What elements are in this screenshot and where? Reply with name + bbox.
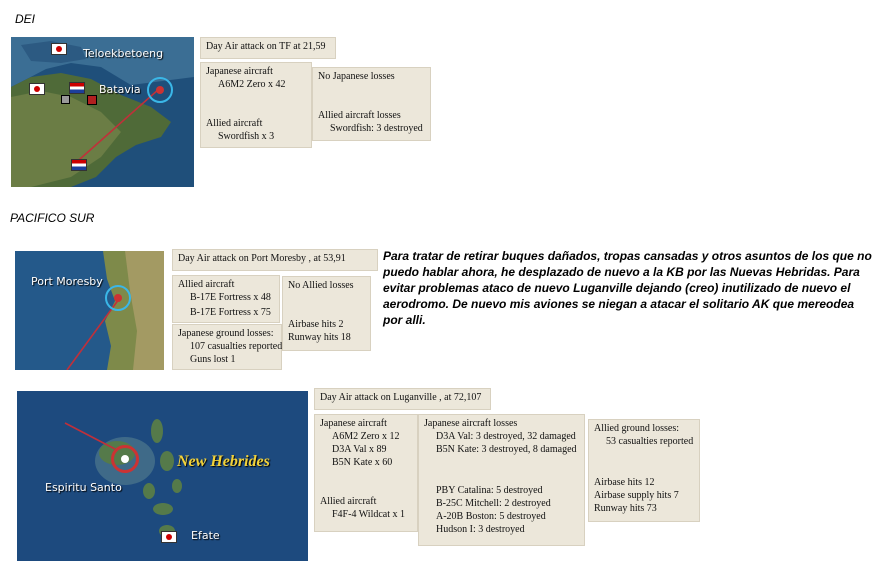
runway-hits: Runway hits 73 <box>594 503 657 514</box>
allied-ground-losses-header: Allied ground losses: <box>594 423 679 434</box>
map-label-espiritu-santo: Espiritu Santo <box>45 481 122 494</box>
allied-aircraft-item: B-17E Fortress x 48 <box>190 292 271 303</box>
japanese-aircraft-header: Japanese aircraft <box>320 418 387 429</box>
report-title: Day Air attack on Port Moresby , at 53,91 <box>178 253 346 264</box>
section-title-dei: DEI <box>15 12 36 26</box>
target-reticle-icon <box>111 445 139 473</box>
allied-losses-header: Allied aircraft losses <box>318 110 401 121</box>
map-label-efate: Efate <box>191 529 220 542</box>
allied-aircraft-item: Swordfish x 3 <box>218 131 275 142</box>
map-moresby-terrain <box>15 251 164 370</box>
allied-aircraft-item: B-17E Fortress x 75 <box>190 307 271 318</box>
dutch-flag-icon <box>71 159 87 171</box>
runway-hits: Runway hits 18 <box>288 332 351 343</box>
allied-loss-item: Hudson I: 3 destroyed <box>436 524 525 535</box>
commentary-text: Para tratar de retirar buques dañados, tropas cansadas y otros asuntos de los que no puedo hablar ahora, he desplazado de nuevo a la KB por las Nuevas Hebridas. Para evitar problemas ataco de nuevo Luganville dejando (creo) inutilizado de nuevo el aerodromo. De nuevo mis aviones se niegan a atacar el solitario AK que mereodea por alli. <box>383 249 872 327</box>
japanese-flag-icon <box>29 83 45 95</box>
report-luganville-losses <box>418 414 585 546</box>
japanese-loss-item: D3A Val: 3 destroyed, 32 damaged <box>436 431 576 442</box>
japanese-ground-losses-header: Japanese ground losses: <box>178 328 274 339</box>
report-dei-title <box>200 37 336 59</box>
report-moresby-title <box>172 249 378 271</box>
allied-loss-item: PBY Catalina: 5 destroyed <box>436 485 543 496</box>
japanese-losses-header: Japanese aircraft losses <box>424 418 518 429</box>
japanese-aircraft-item: B5N Kate x 60 <box>332 457 393 468</box>
allied-aircraft-header: Allied aircraft <box>206 118 263 129</box>
japanese-aircraft-item: A6M2 Zero x 12 <box>332 431 400 442</box>
allied-loss-item: B-25C Mitchell: 2 destroyed <box>436 498 551 509</box>
allied-aircraft-item: F4F-4 Wildcat x 1 <box>332 509 406 520</box>
report-luganville-aircraft <box>314 414 418 532</box>
ground-loss-item: 107 casualties reported <box>190 341 283 352</box>
report-title: Day Air attack on Luganville , at 72,107 <box>320 392 482 403</box>
no-japanese-losses: No Japanese losses <box>318 71 395 82</box>
report-dei-aircraft <box>200 62 312 148</box>
report-luganville-ground <box>588 419 700 522</box>
ground-loss-item: 53 casualties reported <box>606 436 694 447</box>
target-reticle-icon <box>147 77 173 103</box>
japanese-aircraft-item: A6M2 Zero x 42 <box>218 79 286 90</box>
allied-aircraft-header: Allied aircraft <box>320 496 377 507</box>
japanese-aircraft-item: D3A Val x 89 <box>332 444 387 455</box>
allied-losses-item: Swordfish: 3 destroyed <box>330 123 423 134</box>
japanese-flag-icon <box>51 43 67 55</box>
allied-aircraft-header: Allied aircraft <box>178 279 235 290</box>
airbase-hits: Airbase hits 12 <box>594 477 655 488</box>
map-label-port-moresby: Port Moresby <box>31 275 103 288</box>
japanese-loss-item: B5N Kate: 3 destroyed, 8 damaged <box>436 444 577 455</box>
map-label-new-hebrides: New Hebrides <box>177 453 270 470</box>
section-title-pacifico-sur: PACIFICO SUR <box>10 211 95 225</box>
report-luganville-title <box>314 388 491 410</box>
japanese-flag-icon <box>161 531 177 543</box>
report-moresby-aircraft <box>172 275 280 323</box>
allied-loss-item: A-20B Boston: 5 destroyed <box>436 511 546 522</box>
map-label-batavia: Batavia <box>99 83 141 96</box>
report-dei-losses <box>312 67 431 141</box>
map-label-teloekbetoeng: Teloekbetoeng <box>83 47 164 60</box>
map-port-moresby[interactable] <box>15 251 164 370</box>
report-title: Day Air attack on TF at 21,59 <box>206 41 326 52</box>
airbase-hits: Airbase hits 2 <box>288 319 344 330</box>
ground-loss-item: Guns lost 1 <box>190 354 236 365</box>
map-new-hebrides[interactable] <box>17 391 308 561</box>
dutch-flag-icon <box>69 82 85 94</box>
airfield-icon <box>61 95 70 104</box>
report-moresby-ground <box>172 324 282 370</box>
no-allied-losses: No Allied losses <box>288 280 354 291</box>
target-reticle-icon <box>105 285 131 311</box>
report-moresby-losses <box>282 276 371 351</box>
airbase-supply-hits: Airbase supply hits 7 <box>594 490 679 501</box>
map-dei[interactable] <box>11 37 194 187</box>
japanese-aircraft-header: Japanese aircraft <box>206 66 273 77</box>
base-marker-icon <box>87 95 97 105</box>
